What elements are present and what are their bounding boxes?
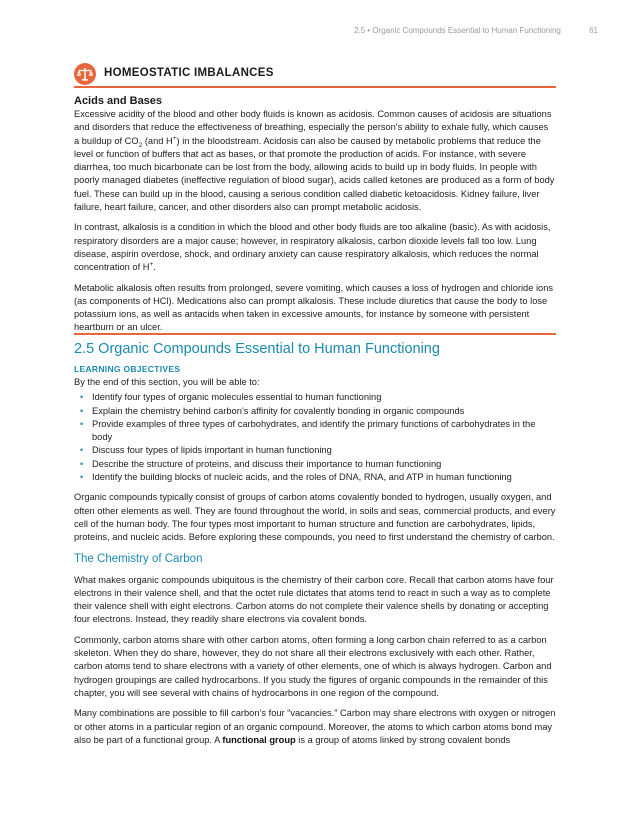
- bullet-icon: •: [80, 418, 84, 429]
- feature-box-body: [74, 94, 556, 335]
- feature-box-subhead: Acids and Bases: [74, 95, 163, 107]
- objectives-intro: By the end of this section, you will be able to:: [74, 377, 260, 387]
- acidosis-paragraph: Excessive acidity of the blood and other body fluids is known as acidosis. Common causes of acidosis are situations and disorders that reduce the effectiveness of breathing, especially the person's ability to exhale fully, which causes a buildup of $CO_2$ (and H+) in the bloodstream. Acidosis can also be caused by metabolic problems that reduce the level or function of buffers that act as bases, or that promote the production of acids. For instance, with severe diarrhea, too much bicarbonate can be lost from the body, allowing acids to build up in body fluids. In people with poorly managed diabetes (ineffective regulation of blood sugar), acids called ketones are produced as a form of body fuel. These can build up in the blood, causing a serious condition called diabetic ketoacidosis. Kidney failure, liver failure, heart failure, cancer, and other disorders also can prompt metabolic acidosis.: [74, 109, 555, 213]
- subsection-title: The Chemistry of Carbon: [74, 552, 203, 565]
- alkalosis-paragraph: In contrast, alkalosis is a condition in which the blood and other body fluids are too alkaline (basic). As with acidosis, respiratory disorders are a major cause; however, in respiratory alkalosis, carbon dioxide levels fall too low. Lung disease, aspirin overdose, shock, and ordinary anxiety can cause respiratory alkalosis, which reduces the normal concentration of H+.: [74, 222, 551, 273]
- objective-item: • Explain the chemistry behind carbon’s affinity for covalently bonding in organic compounds: [74, 405, 556, 418]
- objective-item: • Identify the building blocks of nucleic acids, and the roles of DNA, RNA, and ATP in human functioning: [74, 471, 556, 484]
- bullet-icon: •: [80, 405, 84, 416]
- running-header: [354, 26, 598, 35]
- section-body: [74, 376, 556, 747]
- metabolic-alkalosis-paragraph: Metabolic alkalosis often results from prolonged, severe vomiting, which causes a loss of hydrogen and chloride ions (as components of HCl). Medications also can prompt alkalosis. These include diuretics that cause the body to lose potassium ions, as well as antacids when taken in excessive amounts, for instance by someone with persistent heartburn or an ulcer.: [74, 282, 554, 333]
- feature-box-header: [74, 63, 556, 85]
- objective-item: • Identify four types of organic molecules essential to human functioning: [74, 391, 556, 404]
- objectives-list: [74, 391, 556, 484]
- balance-scale-icon: [74, 63, 96, 85]
- carbon-paragraph-1: What makes organic compounds ubiquitous is the chemistry of their carbon core. Recall that carbon atoms have four electrons in their valence shell, and that the octet rule dictates that atoms tend to react in such a way as to complete their valence shell with eight electrons. Carbon atoms do not complete their valence shells by donating or accepting four electrons. Instead, they readily share electrons via covalent bonds.: [74, 574, 554, 625]
- running-title: 2.5 • Organic Compounds Essential to Human Functioning: [353, 26, 561, 35]
- organic-compounds-intro: Organic compounds typically consist of groups of carbon atoms covalently bonded to hydrogen, usually oxygen, and often other elements as well. They are found throughout the world, in soils and seas, commercial products, and every cell of the human body. The four types most important to human structure and function are carbohydrates, lipids, proteins, and nucleic acids. Before exploring these compounds, you need to first understand the chemistry of carbon.: [74, 492, 556, 543]
- feature-box-top-rule: [74, 86, 556, 88]
- learning-objectives-heading: LEARNING OBJECTIVES: [74, 364, 181, 374]
- bullet-icon: •: [80, 472, 84, 483]
- bullet-icon: •: [80, 458, 84, 469]
- functional-group-term: functional group: [222, 734, 296, 745]
- objective-item: • Provide examples of three types of carbohydrates, and identify the primary functions of carbohydrates in the body: [80, 418, 536, 443]
- objective-item: • Discuss four types of lipids important in human functioning: [74, 444, 556, 457]
- feature-box-bottom-rule: [74, 333, 556, 335]
- page-number: 61: [589, 26, 598, 35]
- carbon-paragraph-2: Commonly, carbon atoms share with other carbon atoms, often forming a long carbon chain referred to as a carbon skeleton. When they do share, however, they do not share all their electrons exclusively with each other. Rather, carbon atoms tend to share electrons with a variety of other elements, one of which is always hydrogen. Carbon and hydrogen groupings are called hydrocarbons. If you study the figures of organic compounds in the remainder of this chapter, you will see several with chains of hydrocarbons in one region of the compound.: [74, 634, 552, 698]
- bullet-icon: •: [80, 445, 84, 456]
- feature-box-title: HOMEOSTATIC IMBALANCES: [104, 67, 274, 79]
- section-title: 2.5 Organic Compounds Essential to Human Functioning: [74, 341, 440, 357]
- objective-item: • Describe the structure of proteins, and discuss their importance to human functioning: [74, 458, 556, 471]
- bullet-icon: •: [80, 392, 84, 403]
- carbon-paragraph-3: Many combinations are possible to fill carbon’s four “vacancies.” Carbon may share electrons with oxygen or nitrogen or other atoms in a particular region of an organic compound. Moreover, the atoms to which carbon atoms bond may also be part of a functional group. A functional group is a group of atoms linked by strong covalent bonds: [74, 708, 556, 745]
